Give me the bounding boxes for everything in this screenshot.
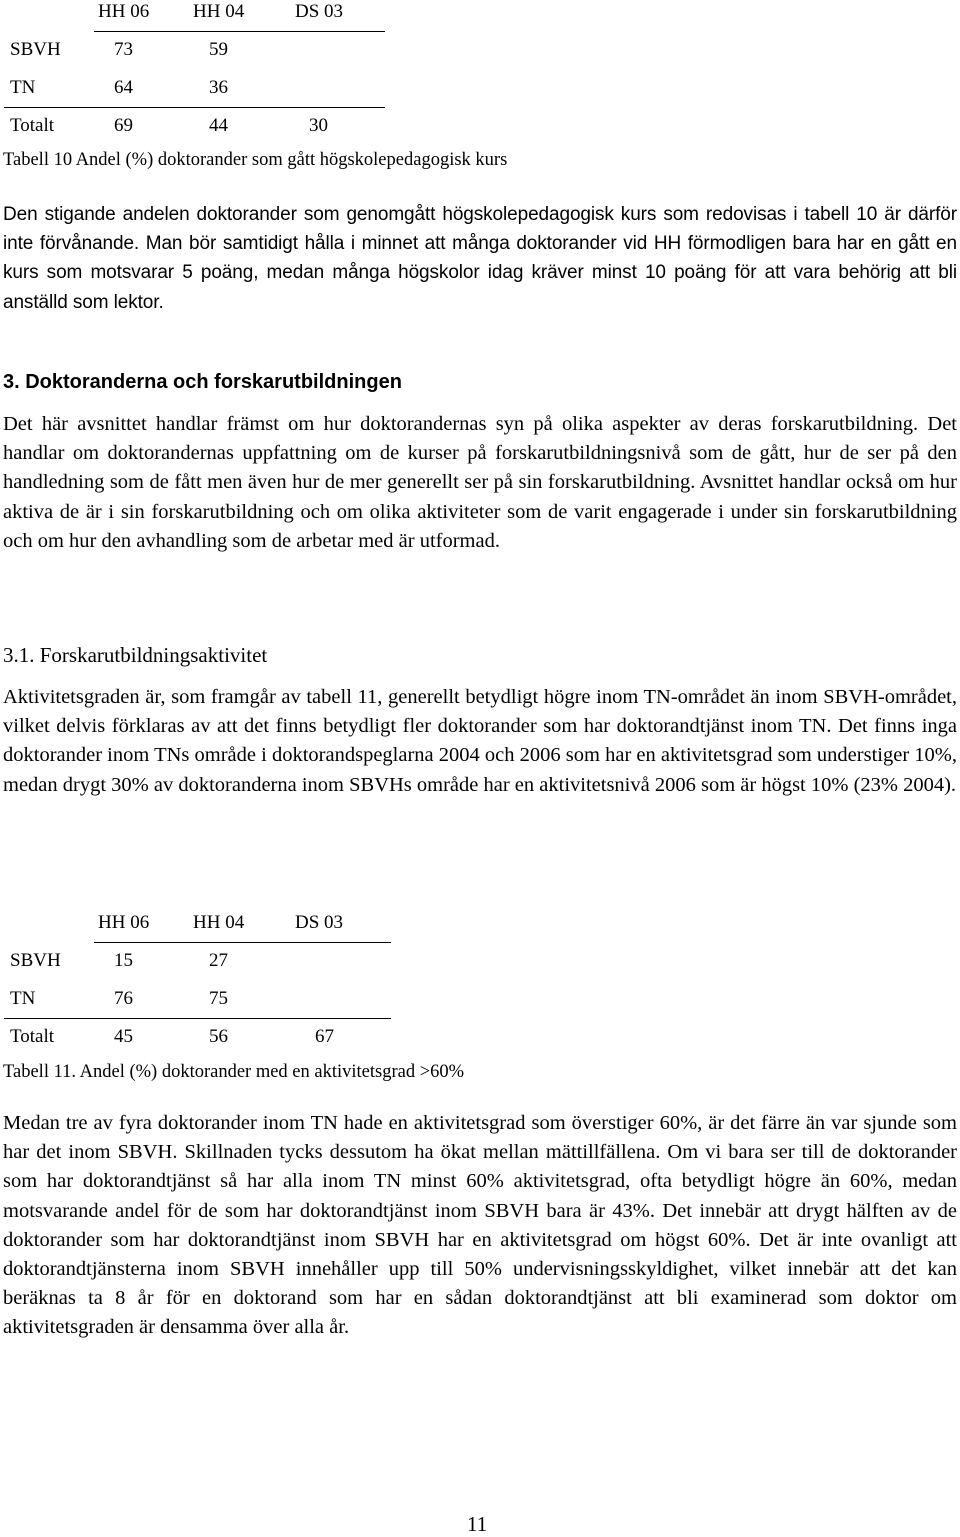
table-cell: Totalt	[10, 1026, 55, 1048]
paragraph: Det här avsnittet handlar främst om hur doktorandernas syn på olika aspekter av deras forskarutbildning. Det handlar om doktorandernas uppfattning om de kurser på forskarutbildningsnivå som de gått, hur de ser på den handledning som de fått men även hur de mer generellt ser på sin forskarutbildning. Avsnittet handlar också om hur aktiva de är i sin forskarutbildning och om olika aktiviteter som de varit engagerade i under sin forskarutbildning och om hur den avhandling som de arbetar med är utformad.	[3, 413, 957, 552]
table-row	[4, 980, 391, 1018]
table-11	[4, 904, 391, 1056]
table-header-cell: HH 04	[193, 904, 295, 942]
table-cell: TN	[4, 980, 94, 1018]
table-cell	[295, 31, 385, 69]
paragraph: Den stigande andelen doktorander som genomgått högskolepedagogisk kurs som redovisas i tabell 10 är därför inte förvånande. Man bör samtidigt hålla i minnet att många doktorander vid HH förmodligen bara har en gått en kurs som motsvarar 5 poäng, medan många högskolor idag kräver minst 10 poäng för att vara behörig att bli anställd som lektor.	[3, 204, 957, 313]
section-heading: 3. Doktoranderna och forskarutbildningen	[3, 371, 402, 393]
table-cell: 64	[94, 69, 193, 107]
table-10-caption: Tabell 10 Andel (%) doktorander som gått högskolepedagogisk kurs	[3, 150, 508, 170]
table-header-row	[4, 904, 391, 942]
paragraph: Medan tre av fyra doktorander inom TN hade en aktivitetsgrad som överstiger 60%, är det färre än var sjunde som har det inom SBVH. Skillnaden tycks dessutom ha ökat mellan mättillfällena. Om vi bara ser till de doktorander som har doktorandtjänst så har alla inom TN minst 60% aktivitetsgrad, ofta betydligt högre än 60%, medan motsvarande andel för de som har doktorandtjänst inom SBVH bara är 43%. Det innebär att drygt hälften av de doktorander som har doktorandtjänst inom SBVH har en aktivitetsgrad om högst 60%. Det är inte ovanligt att doktorandtjänsterna inom SBVH innehåller upp till 50% undervisningsskyldighet, vilket innebär att det kan beräknas ta 8 år för en doktorand som har en sådan doktorandtjänst att bli examinerad som doktor om aktivitetsgraden är densamma över alla år.	[3, 1112, 957, 1339]
table-cell	[295, 942, 391, 980]
table-header-cell: DS 03	[295, 0, 385, 31]
table-cell: 30	[309, 115, 328, 137]
table-cell: 27	[209, 950, 228, 972]
table-header-row	[4, 0, 385, 31]
paragraph: Aktivitetsgraden är, som framgår av tabell 11, generellt betydligt högre inom TN-området än inom SBVH-området, vilket delvis förklaras av att det finns betydligt fler doktorander som har doktorandtjänst inom TN. Det finns inga doktorander inom TNs område i doktorandspeglarna 2004 och 2006 som har en aktivitetsgrad som understiger 10%, medan drygt 30% av doktoranderna inom SBVHs område har en aktivitetsnivå 2006 som är högst 10% (23% 2004).	[3, 686, 957, 796]
table-cell: SBVH	[10, 950, 61, 971]
table-row	[4, 942, 391, 980]
table-cell: SBVH	[10, 39, 61, 60]
table-cell: Totalt	[10, 115, 55, 137]
table-11-caption: Tabell 11. Andel (%) doktorander med en aktivitetsgrad >60%	[3, 1062, 465, 1082]
table-cell: 59	[209, 39, 228, 61]
table-header-cell	[4, 904, 94, 942]
table-header-cell: DS 03	[295, 904, 391, 942]
table-cell: 45	[114, 1026, 133, 1048]
table-header-cell	[4, 0, 94, 31]
table-cell: 69	[114, 115, 133, 137]
table-cell: 76	[94, 980, 193, 1018]
table-header-cell: HH 06	[94, 904, 193, 942]
table-cell: TN	[4, 69, 94, 107]
table-cell: 44	[209, 115, 228, 137]
table-cell: 75	[193, 980, 295, 1018]
subsection-heading: 3.1. Forskarutbildningsaktivitet	[3, 643, 268, 667]
table-header-cell: HH 06	[94, 0, 193, 31]
table-cell	[295, 69, 385, 107]
table-cell: 15	[114, 950, 133, 972]
page-number: 11	[467, 1512, 488, 1536]
table-row	[4, 1018, 391, 1056]
table-row	[4, 31, 385, 69]
table-cell: 73	[114, 39, 133, 61]
table-header-cell: HH 04	[193, 0, 295, 31]
table-cell	[295, 980, 391, 1018]
table-cell: 67	[315, 1026, 334, 1048]
table-row	[4, 69, 385, 107]
table-10	[4, 0, 385, 145]
table-cell: 36	[193, 69, 295, 107]
table-row	[4, 107, 385, 145]
table-cell: 56	[209, 1026, 228, 1048]
